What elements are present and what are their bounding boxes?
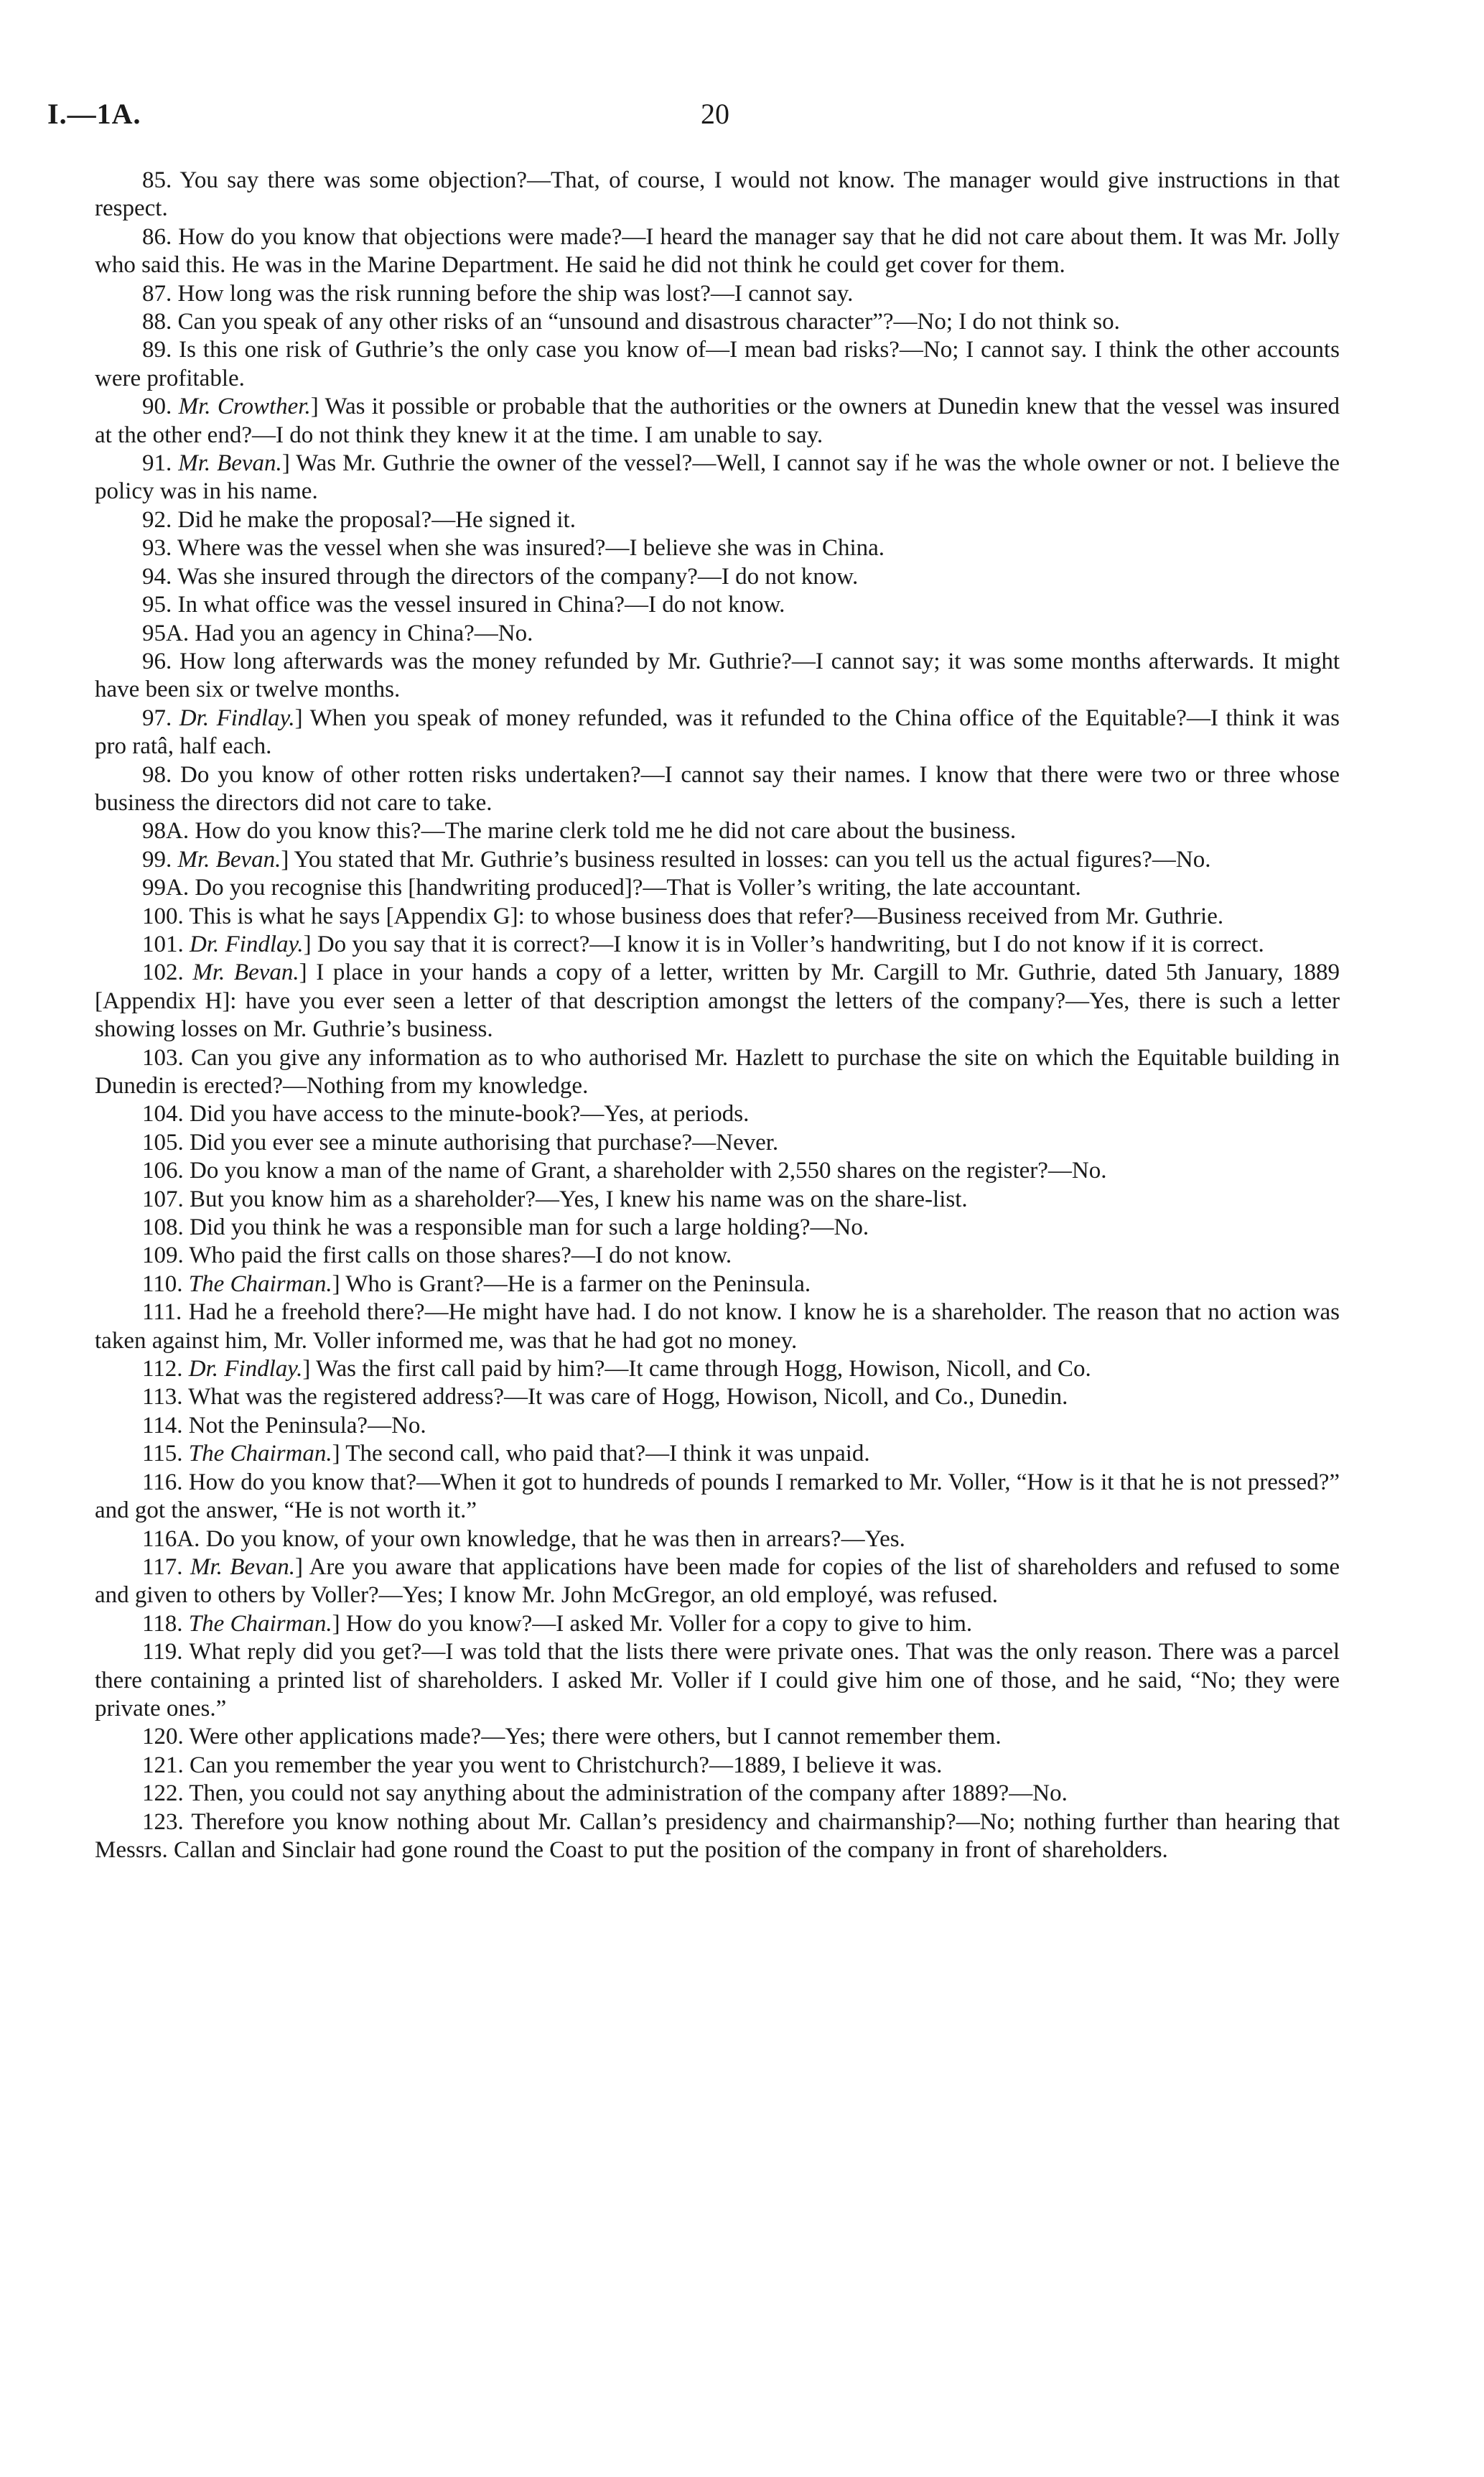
evidence-paragraph xyxy=(95,1610,1340,1638)
speaker-name: Mr. Bevan. xyxy=(178,450,282,477)
evidence-paragraph: 95A. Had you an agency in China?—No. xyxy=(142,620,533,646)
evidence-paragraph xyxy=(95,1440,1340,1468)
question-number: 110. xyxy=(142,1270,189,1297)
speaker-name: The Chairman. xyxy=(188,1270,332,1297)
question-number: 91. xyxy=(142,450,179,477)
question-number: 117. xyxy=(142,1553,190,1580)
paragraph-text: ] Was it possible or probable that the authorities or the owners at Dunedin knew that the vessel was insured at the other end?—I do not think they knew it at the time. I am unable to say. xyxy=(95,394,1340,448)
question-number: 102. xyxy=(142,959,193,986)
evidence-paragraph: 122. Then, you could not say anything about the administration of the company after 1889?—No. xyxy=(142,1780,1068,1807)
sessional-paper-number: I.—1A. xyxy=(47,98,141,130)
evidence-paragraph: 120. Were other applications made?—Yes; there were others, but I cannot remember them. xyxy=(142,1724,1002,1750)
page-number: 20 xyxy=(701,98,729,130)
evidence-paragraph: 100. This is what he says [Appendix G]: to whose business does that refer?—Business received from Mr. Guthrie. xyxy=(142,903,1224,929)
evidence-paragraph: 104. Did you have access to the minute-book?—Yes, at periods. xyxy=(142,1101,750,1128)
speaker-name: The Chairman. xyxy=(188,1441,332,1467)
evidence-paragraph xyxy=(95,705,1340,761)
evidence-paragraph: 98A. How do you know this?—The marine clerk told me he did not care about the business. xyxy=(142,818,1017,845)
evidence-paragraph: 116. How do you know that?—When it got to hundreds of pounds I remarked to Mr. Voller, “How is it that he is not pressed?” and got the answer, “He is not worth it.” xyxy=(95,1469,1340,1524)
paragraph-text: ] Was Mr. Guthrie the owner of the vessel?—Well, I cannot say if he was the whole owner or not. I believe the policy was in his name. xyxy=(95,450,1340,505)
paragraph-text: ] Are you aware that applications have been made for copies of the list of shareholders and refused to some and given to others by Voller?—Yes; I know Mr. John McGregor, an old employé, was refused. xyxy=(95,1553,1340,1609)
evidence-paragraph: 92. Did he make the proposal?—He signed it. xyxy=(142,506,576,533)
speaker-name: Dr. Findlay. xyxy=(179,705,295,731)
evidence-paragraph: 111. Had he a freehold there?—He might have had. I do not know. I know he is a shareholder. The reason that no action was taken against him, Mr. Voller informed me, was that he had got no money. xyxy=(95,1299,1340,1354)
evidence-paragraph: 119. What reply did you get?—I was told that the lists there were private ones. That was the only reason. There was a parcel there containing a printed list of shareholders. I asked Mr. Voller if I could give him one of those, and he said, “No; they were private ones.” xyxy=(95,1639,1340,1721)
paragraph-text: ] The second call, who paid that?—I think it was unpaid. xyxy=(332,1441,870,1467)
speaker-name: Dr. Findlay. xyxy=(188,1356,303,1382)
question-number: 101. xyxy=(142,931,190,957)
evidence-paragraph: 114. Not the Peninsula?—No. xyxy=(142,1412,426,1439)
paragraph-text: ] Who is Grant?—He is a farmer on the Peninsula. xyxy=(332,1270,811,1297)
page-header xyxy=(47,97,1340,140)
evidence-paragraph xyxy=(95,846,1340,874)
evidence-paragraph: 95. In what office was the vessel insured in China?—I do not know. xyxy=(142,592,785,618)
evidence-paragraph: 96. How long afterwards was the money refunded by Mr. Guthrie?—I cannot say; it was some months afterwards. It might have been six or twelve months. xyxy=(95,648,1340,703)
evidence-paragraph: 116A. Do you know, of your own knowledge, that he was then in arrears?—Yes. xyxy=(142,1525,905,1552)
paragraph-text: ] How do you know?—I asked Mr. Voller for a copy to give to him. xyxy=(332,1610,973,1637)
evidence-paragraph xyxy=(95,931,1340,959)
evidence-paragraph xyxy=(95,450,1340,506)
question-number: 90. xyxy=(142,394,179,420)
speaker-name: Mr. Bevan. xyxy=(177,846,281,873)
paragraph-text: ] You stated that Mr. Guthrie’s business resulted in losses: can you tell us the actual figures?—No. xyxy=(281,846,1211,873)
evidence-paragraph xyxy=(95,1270,1340,1298)
evidence-paragraph: 109. Who paid the first calls on those shares?—I do not know. xyxy=(142,1242,732,1269)
evidence-paragraph: 87. How long was the risk running before the ship was lost?—I cannot say. xyxy=(142,280,854,307)
speaker-name: Dr. Findlay. xyxy=(190,931,304,957)
evidence-paragraph: 86. How do you know that objections were made?—I heard the manager say that he did not care about them. It was Mr. Jolly who said this. He was in the Marine Department. He said he did not think he could get cover for them. xyxy=(95,223,1340,279)
evidence-text xyxy=(95,167,1340,1864)
question-number: 115. xyxy=(142,1441,189,1467)
evidence-paragraph: 93. Where was the vessel when she was insured?—I believe she was in China. xyxy=(142,535,885,562)
question-number: 112. xyxy=(142,1356,189,1382)
evidence-paragraph: 108. Did you think he was a responsible man for such a large holding?—No. xyxy=(142,1214,869,1241)
paragraph-text: ] I place in your hands a copy of a letter, written by Mr. Cargill to Mr. Guthrie, dated 5th January, 1889 [Appendix H]: have you ever seen a letter of that description amongst the letters of the company?—Yes, there is such a letter showing losses on Mr. Guthrie’s business. xyxy=(95,959,1340,1043)
speaker-name: Mr. Bevan. xyxy=(192,959,299,986)
evidence-paragraph: 106. Do you know a man of the name of Grant, a shareholder with 2,550 shares on the register?—No. xyxy=(142,1158,1107,1184)
paragraph-text: ] When you speak of money refunded, was it refunded to the China office of the Equitable?—I think it was pro ratâ, half each. xyxy=(95,705,1340,760)
evidence-paragraph: 121. Can you remember the year you went to Christchurch?—1889, I believe it was. xyxy=(142,1752,943,1778)
evidence-paragraph: 105. Did you ever see a minute authorising that purchase?—Never. xyxy=(142,1129,779,1156)
evidence-paragraph xyxy=(95,1355,1340,1383)
paragraph-text: ] Do you say that it is correct?—I know it is in Voller’s handwriting, but I do not know if it is correct. xyxy=(303,931,1264,957)
evidence-paragraph: 88. Can you speak of any other risks of an “unsound and disastrous character”?—No; I do not think so. xyxy=(142,309,1120,335)
speaker-name: Mr. Bevan. xyxy=(190,1553,295,1580)
paragraph-text: ] Was the first call paid by him?—It came through Hogg, Howison, Nicoll, and Co. xyxy=(302,1356,1091,1382)
evidence-paragraph: 85. You say there was some objection?—That, of course, I would not know. The manager would give instructions in that respect. xyxy=(95,167,1340,222)
evidence-paragraph: 98. Do you know of other rotten risks undertaken?—I cannot say their names. I know that there were two or three whose business the directors did not care to take. xyxy=(95,761,1340,816)
question-number: 99. xyxy=(142,846,178,873)
evidence-paragraph: 113. What was the registered address?—It was care of Hogg, Howison, Nicoll, and Co., Dunedin. xyxy=(142,1384,1068,1411)
question-number: 118. xyxy=(142,1610,189,1637)
evidence-paragraph: 107. But you know him as a shareholder?—Yes, I knew his name was on the share-list. xyxy=(142,1186,968,1212)
question-number: 97. xyxy=(142,705,179,731)
evidence-paragraph: 89. Is this one risk of Guthrie’s the only case you know of—I mean bad risks?—No; I cannot say. I think the other accounts were profitable. xyxy=(95,337,1340,391)
evidence-paragraph: 99A. Do you recognise this [handwriting produced]?—That is Voller’s writing, the late accountant. xyxy=(142,875,1081,901)
evidence-paragraph: 103. Can you give any information as to who authorised Mr. Hazlett to purchase the site on which the Equitable building in Dunedin is erected?—Nothing from my knowledge. xyxy=(95,1044,1340,1099)
evidence-paragraph: 123. Therefore you know nothing about Mr. Callan’s presidency and chairmanship?—No; nothing further than hearing that Messrs. Callan and Sinclair had gone round the Coast to put the position of the company in front of shareholders. xyxy=(95,1808,1340,1863)
evidence-paragraph xyxy=(95,1553,1340,1610)
evidence-paragraph xyxy=(95,393,1340,450)
speaker-name: The Chairman. xyxy=(188,1610,332,1637)
speaker-name: Mr. Crowther. xyxy=(178,394,311,420)
evidence-paragraph xyxy=(95,959,1340,1044)
evidence-paragraph: 94. Was she insured through the directors of the company?—I do not know. xyxy=(142,563,859,590)
